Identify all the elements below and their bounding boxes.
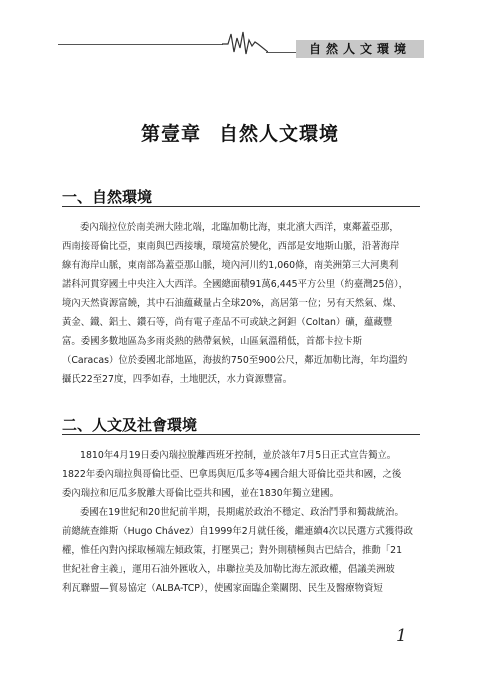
paragraph-natural bbox=[62, 218, 418, 389]
section-rule bbox=[62, 206, 420, 207]
text-line: 委國在19世紀和20世紀前半期，長期處於政治不穩定、政治鬥爭和獨裁統治。 bbox=[80, 507, 404, 518]
text-line: 委內瑞拉和厄瓜多脫離大哥倫比亞共和國，並在1830年獨立建國。 bbox=[62, 488, 339, 499]
text-line: 西南接哥倫比亞，東南與巴西接壤，環境富於變化，西部是安地斯山脈，沿著海岸 bbox=[62, 241, 400, 252]
text-line: 黃金、鐵、鋁土、鑽石等，尚有電子產品不可或缺之鈳鉭（Coltan）礦，蘊藏豐 bbox=[62, 317, 393, 328]
header-rule-left bbox=[58, 44, 223, 45]
text-line: 1822年委內瑞拉與哥倫比亞、巴拿馬與厄瓜多等4國合組大哥倫比亞共和國，之後 bbox=[62, 469, 402, 480]
page-number: 1 bbox=[396, 626, 407, 646]
running-header bbox=[0, 0, 480, 90]
heartbeat-wave-icon bbox=[222, 30, 268, 56]
text-line: 攝氏22至27度，四季如春，土地肥沃，水力資源豐富。 bbox=[62, 374, 293, 385]
text-line: 前總統查維斯（Hugo Chávez）自1999年2月就任後，繼連續4次以民選方式獲得政 bbox=[62, 526, 414, 537]
paragraph-society bbox=[62, 446, 418, 598]
section-rule bbox=[62, 434, 420, 435]
chapter-name: 自然人文環境 bbox=[219, 123, 340, 145]
text-line: 境內天然資源富饒，其中石油蘊藏量占全球20%，高居第一位；另有天然氣、煤、 bbox=[62, 298, 402, 309]
text-line: 利瓦聯盟—貿易協定（ALBA-TCP），使國家面臨企業關閉、民生及醫療物資短 bbox=[62, 583, 383, 594]
text-line: 1810年4月19日委內瑞拉脫離西班牙控制，並於該年7月5日正式宣告獨立。 bbox=[80, 450, 397, 461]
chapter-number: 第壹章 bbox=[140, 123, 201, 145]
text-line: 世紀社會主義」，運用石油外匯收入，串聯拉美及加勒比海左派政權，倡議美洲玻 bbox=[62, 564, 395, 575]
text-line: 權，惟任內對內採取極端左傾政策，打壓異己；對外則積極與古巴結合，推動「21 bbox=[62, 545, 403, 556]
section-heading-natural: 一、自然環境 bbox=[62, 188, 153, 206]
section-heading-society: 二、人文及社會環境 bbox=[62, 416, 198, 434]
running-title: 自然人文環境 bbox=[308, 42, 411, 56]
text-line: 諾科河貫穿國土中央注入大西洋。全國總面積91萬6,445平方公里（約臺灣25倍）， bbox=[62, 279, 409, 290]
text-line: 委內瑞拉位於南美洲大陸北端，北臨加勒比海，東北濱大西洋，東鄰蓋亞那， bbox=[80, 222, 399, 233]
text-line: 線有海岸山脈，東南部為蓋亞那山脈，境內河川約1,060條，南美洲第三大河奧利 bbox=[62, 260, 399, 271]
text-line: 富。委國多數地區為多雨炎熱的熱帶氣候，山區氣溫稍低，首都卡拉卡斯 bbox=[62, 336, 363, 347]
text-line: （Caracas）位於委國北部地區，海拔約750至900公尺，鄰近加勒比海，年均溫約 bbox=[62, 355, 408, 366]
chapter-title bbox=[0, 119, 480, 146]
